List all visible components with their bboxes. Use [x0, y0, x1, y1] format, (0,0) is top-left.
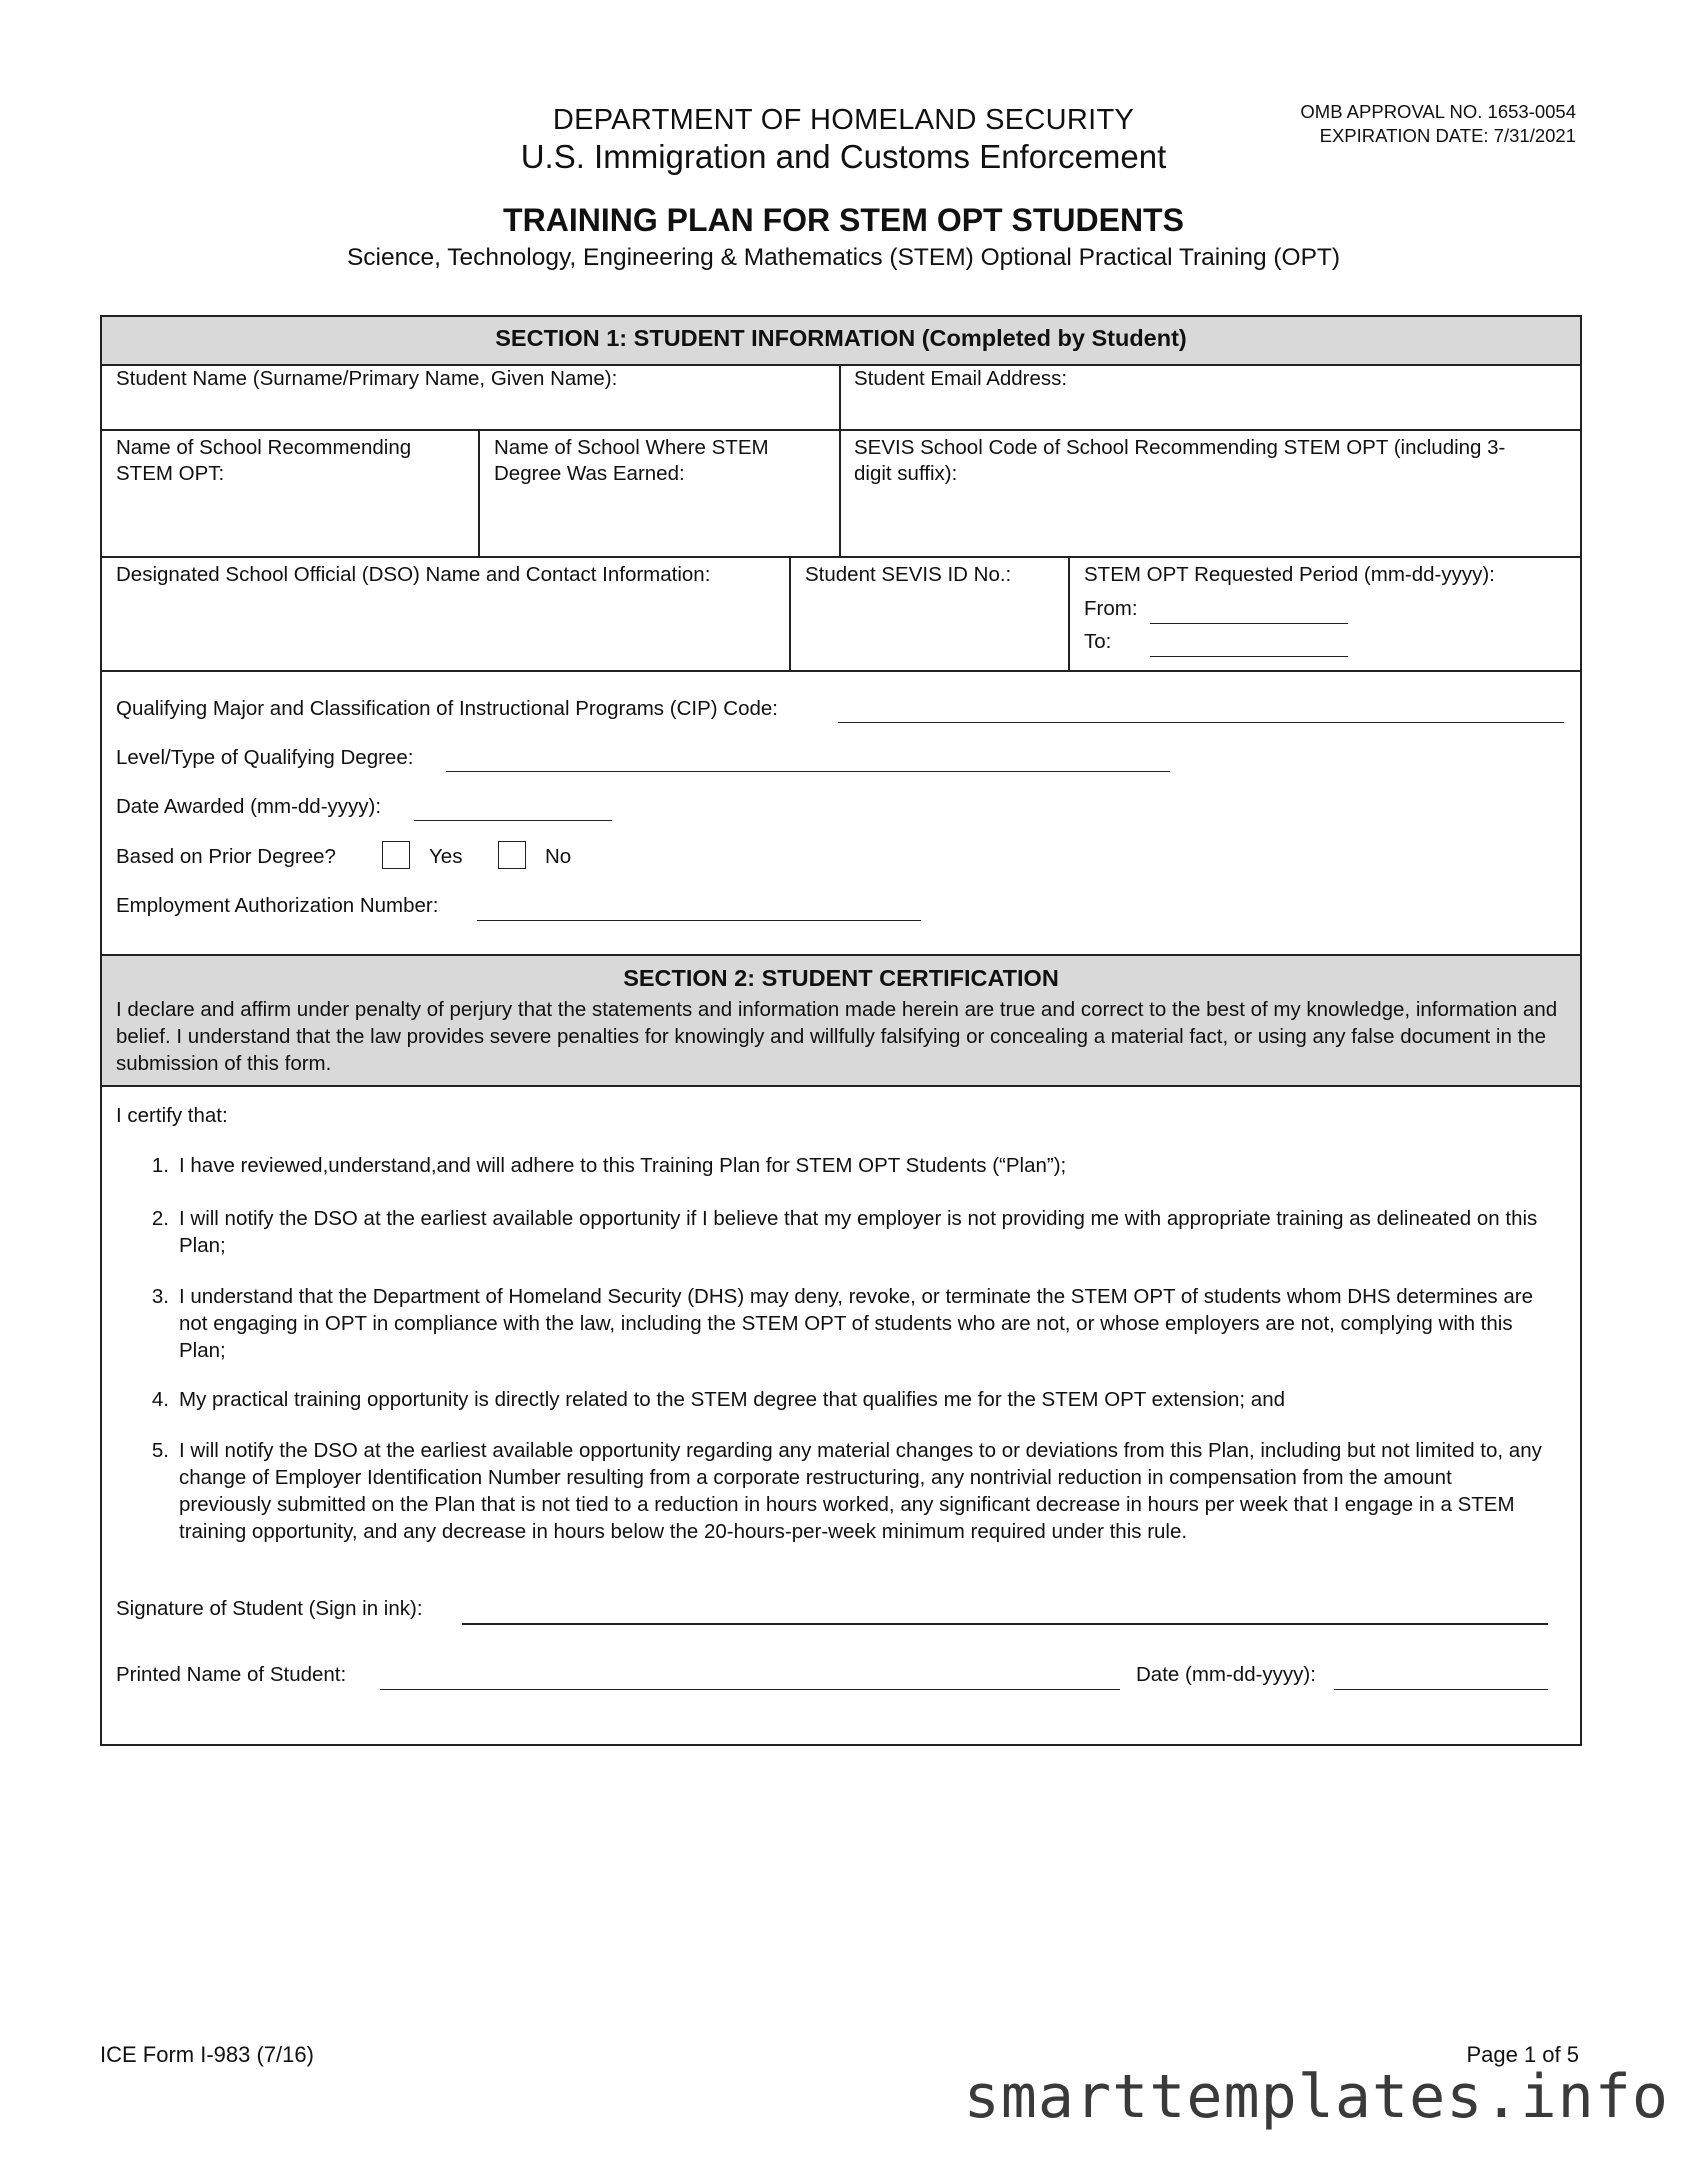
list-item-number: 4. [151, 1388, 169, 1411]
list-item: I will notify the DSO at the earliest available opportunity if I believe that my employer is not providing me with appropriate training as delineated on this Plan; [179, 1207, 1538, 1257]
list-item: I will notify the DSO at the earliest available opportunity regarding any material changes to or deviations from this Plan, including but not limited to, any change of Employer Identification Number resulting from a corporate restructuring, any nontrivial reduction in compensation from the amount previously submitted on the Plan that is not tied to a reduction in hours worked, any significant decrease in hours per week that I engage in a STEM training opportunity, and any decrease in hours below the 20-hours-per-week minimum required under this rule. [179, 1439, 1542, 1543]
signature-date-field[interactable] [1334, 1689, 1548, 1690]
section1-header [102, 317, 1580, 366]
cip-field[interactable] [838, 722, 1564, 723]
divider [102, 429, 1580, 431]
declaration-text: I declare and affirm under penalty of perjury that the statements and information made herein are true and correct to the best of my knowledge, information and belief. I understand that the law provides severe penalties for knowingly and willfully falsifying or concealing a material fact, or using any false document in the submission of this form. [116, 998, 1558, 1075]
date-awarded-label: Date Awarded (mm-dd-yyyy): [116, 795, 382, 818]
cip-label: Qualifying Major and Classification of Instructional Programs (CIP) Code: [116, 697, 778, 720]
divider [839, 364, 841, 556]
student-email-field[interactable] [842, 389, 1578, 429]
form-body [100, 315, 1582, 1746]
prior-degree-yes-checkbox[interactable] [382, 841, 410, 869]
school-recommending-field[interactable] [102, 487, 476, 555]
sevis-code-label-line2: digit suffix): [854, 462, 958, 485]
from-date-field[interactable] [1150, 623, 1348, 624]
list-item-number: 2. [151, 1207, 169, 1230]
sevis-id-field[interactable] [792, 592, 1066, 668]
degree-level-label: Level/Type of Qualifying Degree: [116, 746, 414, 769]
agency-name: U.S. Immigration and Customs Enforcement [520, 138, 1167, 175]
period-label: STEM OPT Requested Period (mm-dd-yyyy): [1084, 563, 1495, 586]
school-earned-label [494, 435, 769, 487]
student-name-field[interactable] [102, 389, 837, 429]
student-name-label: Student Name (Surname/Primary Name, Given Name): [116, 367, 618, 390]
list-item: My practical training opportunity is directly related to the STEM degree that qualifies me for the STEM OPT extension; and [179, 1388, 1286, 1411]
sevis-id-label: Student SEVIS ID No.: [805, 563, 1012, 586]
section2-title: SECTION 2: STUDENT CERTIFICATION [623, 965, 1059, 991]
department-name: DEPARTMENT OF HOMELAND SECURITY [552, 104, 1135, 136]
watermark: smarttemplates.info [963, 2062, 1669, 2132]
list-item-number: 5. [151, 1439, 169, 1462]
to-label: To: [1084, 630, 1112, 653]
school-earned-label-line1: Name of School Where STEM [494, 436, 769, 459]
sevis-code-label-line1: SEVIS School Code of School Recommending STEM OPT (including 3- [854, 436, 1506, 459]
dso-label: Designated School Official (DSO) Name and Contact Information: [116, 563, 711, 586]
sevis-school-code-field[interactable] [842, 487, 1578, 555]
printed-name-field[interactable] [380, 1689, 1120, 1690]
school-recommending-label-line1: Name of School Recommending [116, 436, 412, 459]
date-awarded-field[interactable] [414, 820, 612, 821]
form-id: ICE Form I-983 (7/16) [100, 2042, 314, 2067]
school-recommending-label [116, 435, 411, 487]
expiration-date: EXPIRATION DATE: 7/31/2021 [1319, 125, 1576, 146]
prior-degree-label: Based on Prior Degree? [116, 845, 336, 868]
sevis-code-label [854, 435, 1505, 487]
printed-name-label: Printed Name of Student: [116, 1663, 347, 1686]
school-earned-field[interactable] [480, 487, 837, 555]
form-title: TRAINING PLAN FOR STEM OPT STUDENTS [503, 202, 1184, 238]
prior-degree-no-checkbox[interactable] [498, 841, 526, 869]
no-label: No [545, 845, 572, 868]
divider [789, 556, 791, 670]
divider [1068, 556, 1070, 670]
section2-header [102, 956, 1580, 1087]
section1-title: SECTION 1: STUDENT INFORMATION (Completed by Student) [495, 325, 1187, 351]
list-item: I have reviewed,understand,and will adhere to this Training Plan for STEM OPT Students (“Plan”); [179, 1154, 1067, 1177]
to-date-field[interactable] [1150, 656, 1348, 657]
signature-label: Signature of Student (Sign in ink): [116, 1597, 423, 1620]
omb-info [1300, 100, 1576, 148]
list-item: I understand that the Department of Homeland Security (DHS) may deny, revoke, or terminate the STEM OPT of students whom DHS determines are not engaging in OPT in compliance with the law, including the STEM OPT of students who are not, or whose employers are not, complying with this Plan; [179, 1285, 1533, 1362]
signature-date-label: Date (mm-dd-yyyy): [1136, 1663, 1316, 1686]
ead-field[interactable] [477, 920, 921, 921]
degree-level-field[interactable] [446, 771, 1170, 772]
divider [102, 556, 1580, 558]
ead-label: Employment Authorization Number: [116, 894, 439, 917]
school-earned-label-line2: Degree Was Earned: [494, 462, 685, 485]
from-label: From: [1084, 597, 1138, 620]
school-recommending-label-line2: STEM OPT: [116, 462, 225, 485]
list-item-number: 3. [151, 1285, 169, 1308]
omb-approval-number: OMB APPROVAL NO. 1653-0054 [1300, 101, 1576, 122]
student-email-label: Student Email Address: [854, 367, 1068, 390]
form-subtitle: Science, Technology, Engineering & Mathematics (STEM) Optional Practical Training (OPT) [346, 244, 1341, 271]
signature-field[interactable] [462, 1623, 1548, 1625]
yes-label: Yes [429, 845, 463, 868]
dso-info-field[interactable] [102, 592, 787, 668]
certify-intro: I certify that: [116, 1104, 228, 1127]
list-item-number: 1. [151, 1154, 169, 1177]
divider [102, 670, 1580, 672]
page-number: Page 1 of 5 [1466, 2042, 1579, 2067]
